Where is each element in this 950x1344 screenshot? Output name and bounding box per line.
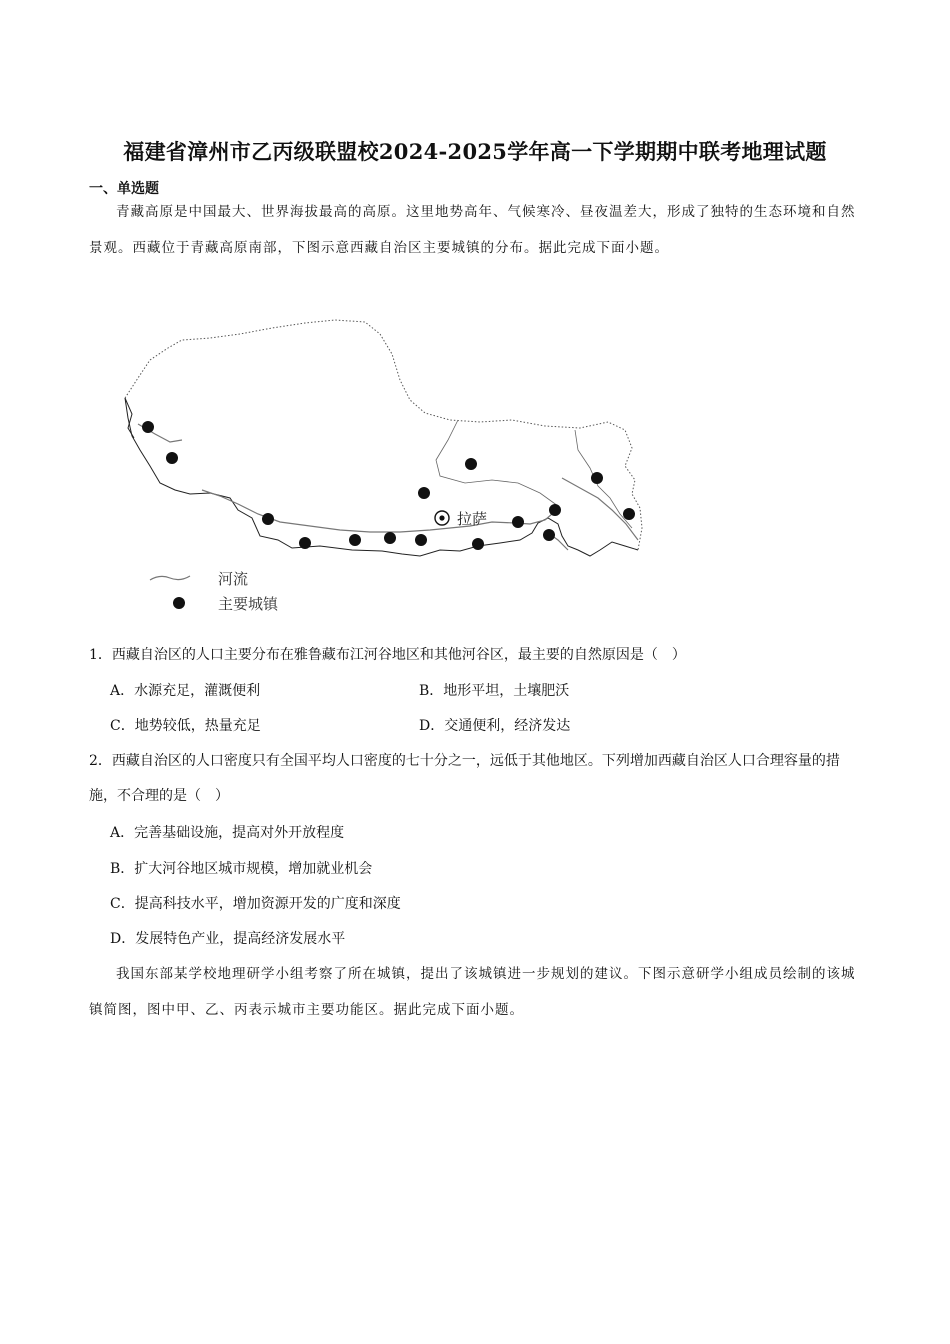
tibet-map: [120, 318, 650, 618]
town-marker: [418, 487, 430, 499]
question-1-stem: 1．西藏自治区的人口主要分布在雅鲁藏布江河谷地区和其他河谷区，最主要的自然原因是（ ）: [89, 647, 686, 663]
town-marker: [415, 534, 427, 546]
intro-paragraph-1: 青藏高原是中国最大、世界海拔最高的高原。这里地势高年、气候寒冷、昼夜温差大，形成了独特的生态环境和自然景观。西藏位于青藏高原南部，下图示意西藏自治区主要城镇的分布。据此完成下面小题。: [89, 204, 856, 256]
town-marker: [262, 513, 274, 525]
legend-river-label: 河流: [218, 570, 249, 588]
q2-option-a[interactable]: A．完善基础设施，提高对外开放程度: [110, 825, 345, 841]
lhasa-marker: [435, 511, 449, 525]
town-marker: [299, 537, 311, 549]
town-marker: [166, 452, 178, 464]
town-marker: [384, 532, 396, 544]
town-marker: [465, 458, 477, 470]
map-region-line-1: [436, 420, 558, 506]
q1-option-b[interactable]: B．地形平坦，土壤肥沃: [419, 683, 570, 699]
q1-option-d[interactable]: D．交通便利，经济发达: [419, 718, 571, 734]
town-marker: [349, 534, 361, 546]
town-marker: [512, 516, 524, 528]
q2-option-d[interactable]: D．发展特色产业，提高经济发展水平: [110, 931, 346, 947]
legend-river-symbol: [150, 576, 190, 580]
map-boundary-north: [125, 320, 642, 550]
q1-option-c[interactable]: C．地势较低，热量充足: [110, 718, 261, 734]
town-marker: [543, 529, 555, 541]
town-marker: [623, 508, 635, 520]
legend-town-label: 主要城镇: [218, 595, 279, 613]
question-2-stem: 2．西藏自治区的人口密度只有全国平均人口密度的七十分之一，远低于其他地区。下列增加西藏自治区人口合理容量的措施，不合理的是（ ）: [89, 753, 840, 804]
q2-option-c[interactable]: C．提高科技水平，增加资源开发的广度和深度: [110, 896, 401, 912]
town-marker: [549, 504, 561, 516]
town-marker: [142, 421, 154, 433]
legend-town-symbol: [173, 597, 185, 609]
intro-paragraph-2: 我国东部某学校地理研学小组考察了所在城镇，提出了该城镇进一步规划的建议。下图示意研学小组成员绘制的该城镇简图，图中甲、乙、丙表示城市主要功能区。据此完成下面小题。: [89, 966, 856, 1018]
lhasa-label: 拉萨: [457, 510, 488, 528]
section-heading: 一、单选题: [89, 181, 159, 197]
town-marker: [591, 472, 603, 484]
page-title: 福建省漳州市乙丙级联盟校2024-2025学年高一下学期期中联考地理试题: [123, 139, 827, 164]
town-marker: [472, 538, 484, 550]
q1-option-a[interactable]: A．水源充足，灌溉便利: [110, 683, 261, 699]
q2-option-b[interactable]: B．扩大河谷地区城市规模，增加就业机会: [110, 861, 373, 877]
river-yarlung: [202, 490, 552, 532]
